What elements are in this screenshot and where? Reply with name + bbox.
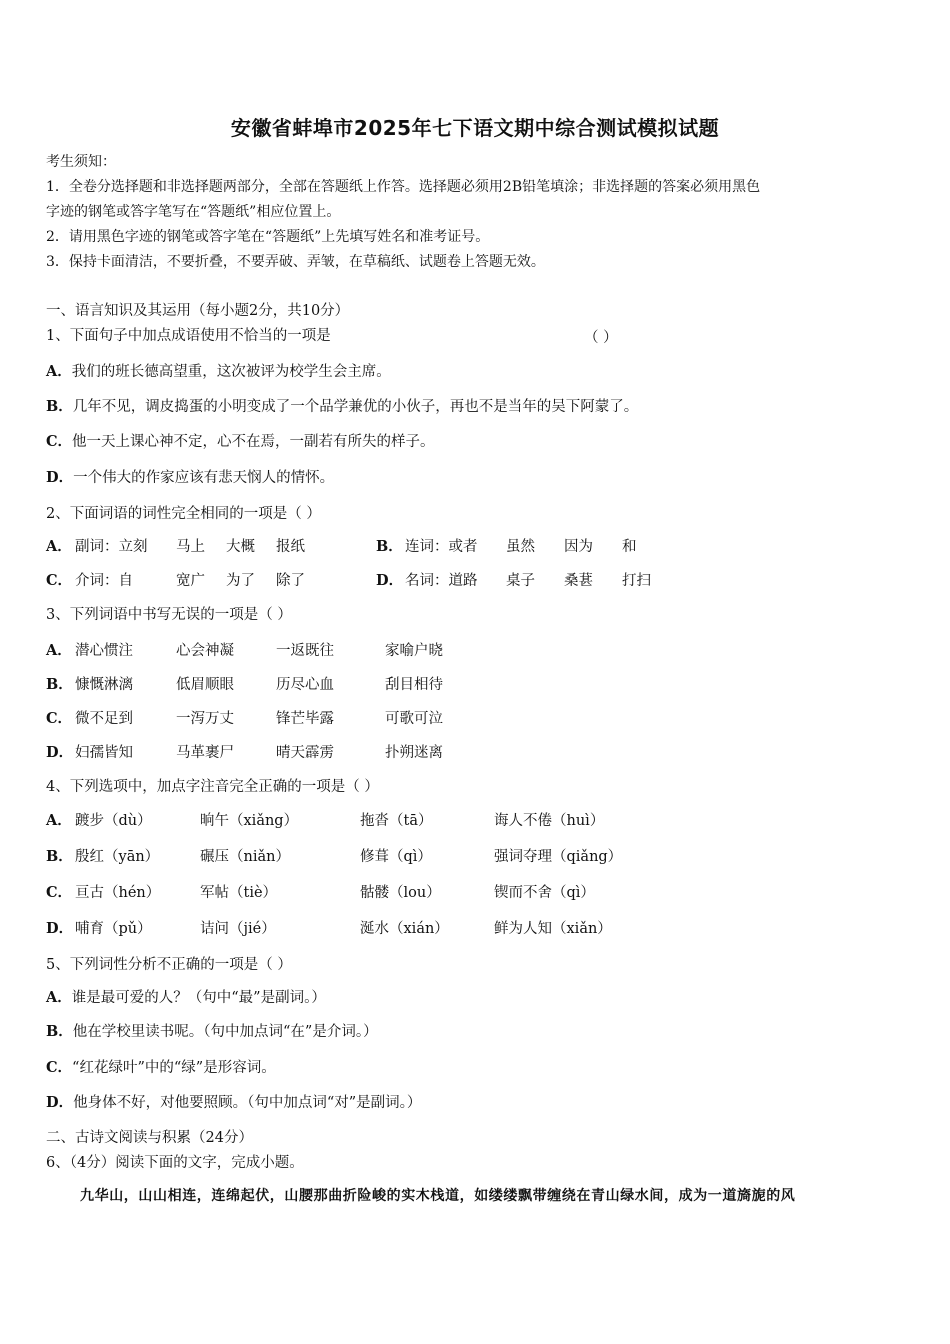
q4-option-b-word: 强词夺理（qiǎng） bbox=[494, 849, 623, 865]
q5-option-a bbox=[46, 988, 326, 1008]
q3-option-c-word: 可歌可泣 bbox=[385, 711, 443, 727]
q4-option-a-word: 诲人不倦（huì） bbox=[494, 813, 605, 829]
option-letter: D． bbox=[46, 469, 74, 486]
q2-option-a-word: 副词：立刻 bbox=[75, 539, 148, 555]
q2-option-c-word: 介词：自 bbox=[75, 573, 133, 589]
option-text: 他身体不好，对他要照顾。（句中加点词“对”是副词。） bbox=[73, 1095, 422, 1111]
q2-option-d-letter: D． bbox=[376, 572, 404, 589]
section1-heading: 一、语言知识及其运用（每小题2分，共10分） bbox=[46, 303, 350, 319]
q4-option-c-word: 亘古（hén） bbox=[75, 885, 161, 901]
q3-stem: 3、下列词语中书写无误的一项是（ ） bbox=[46, 607, 292, 623]
q2-option-a-word: 马上 bbox=[176, 539, 205, 555]
q4-option-d-word: 涎水（xián） bbox=[360, 921, 449, 937]
q5-stem: 5、下列词性分析不正确的一项是（ ） bbox=[46, 957, 292, 973]
q5-option-c bbox=[46, 1058, 276, 1078]
q3-option-b-word: 低眉顺眼 bbox=[176, 677, 234, 693]
q3-option-c-letter: C． bbox=[46, 710, 73, 727]
q1-option-a bbox=[46, 362, 391, 382]
q4-option-a-word: 晌午（xiǎng） bbox=[200, 813, 299, 829]
q3-option-d-word: 扑朔迷离 bbox=[385, 745, 443, 761]
q3-option-a-word: 一返既往 bbox=[276, 643, 334, 659]
q3-option-b-letter: B． bbox=[46, 676, 73, 693]
q4-option-c-letter: C． bbox=[46, 884, 73, 901]
q2-option-b-word: 和 bbox=[622, 539, 637, 555]
q5-option-b bbox=[46, 1022, 378, 1042]
q4-stem: 4、下列选项中，加点字注音完全正确的一项是（ ） bbox=[46, 779, 379, 795]
q4-option-c-word: 军帖（tiè） bbox=[200, 885, 278, 901]
q4-option-d-word: 鲜为人知（xiǎn） bbox=[494, 921, 612, 937]
q2-option-d-word: 桑葚 bbox=[564, 573, 593, 589]
q4-option-c-word: 骷髅（lou） bbox=[360, 885, 441, 901]
option-text: 他一天上课心神不定，心不在焉，一副若有所失的样子。 bbox=[72, 434, 435, 450]
q3-option-b-word: 慷慨淋漓 bbox=[75, 677, 133, 693]
q2-option-b-word: 连词：或者 bbox=[405, 539, 478, 555]
q3-option-b-word: 刮目相待 bbox=[385, 677, 443, 693]
option-text: “红花绿叶”中的“绿”是形容词。 bbox=[72, 1060, 276, 1076]
q2-stem: 2、下面词语的词性完全相同的一项是（ ） bbox=[46, 506, 321, 522]
q3-option-a-word: 家喻户晓 bbox=[385, 643, 443, 659]
notice-heading: 考生须知： bbox=[46, 154, 116, 170]
notice-item-2: 2．请用黑色字迹的钢笔或答字笔在“答题纸”上先填写姓名和准考证号。 bbox=[46, 229, 490, 245]
q4-option-d-word: 哺育（pǔ） bbox=[75, 921, 152, 937]
q2-option-a-word: 大概 bbox=[226, 539, 255, 555]
q2-option-d-word: 名词：道路 bbox=[405, 573, 478, 589]
q2-option-d-word: 打扫 bbox=[622, 573, 651, 589]
q3-option-d-word: 马革裹尸 bbox=[176, 745, 234, 761]
q3-option-c-word: 微不足到 bbox=[75, 711, 133, 727]
q2-option-d-word: 桌子 bbox=[506, 573, 535, 589]
q2-option-a-letter: A． bbox=[46, 538, 72, 555]
q2-option-b-word: 虽然 bbox=[506, 539, 535, 555]
option-text: 我们的班长德高望重，这次被评为校学生会主席。 bbox=[71, 364, 391, 380]
option-letter: C． bbox=[46, 1059, 73, 1076]
q2-option-c-word: 宽广 bbox=[176, 573, 205, 589]
q2-option-c-word: 为了 bbox=[226, 573, 255, 589]
q2-option-b-word: 因为 bbox=[564, 539, 593, 555]
option-letter: A． bbox=[46, 989, 72, 1006]
option-text: 几年不见，调皮捣蛋的小明变成了一个品学兼优的小伙子，再也不是当年的吴下阿蒙了。 bbox=[72, 399, 639, 415]
q2-option-a-word: 报纸 bbox=[276, 539, 305, 555]
q4-option-d-letter: D． bbox=[46, 920, 74, 937]
q4-option-b-word: 修葺（qì） bbox=[360, 849, 432, 865]
option-text: 一个伟大的作家应该有悲天悯人的情怀。 bbox=[73, 470, 335, 486]
notice-item-1: 1．全卷分选择题和非选择题两部分，全部在答题纸上作答。选择题必须用2B铅笔填涂；非选择题的答案必须用黑色 bbox=[46, 179, 761, 195]
option-text: 他在学校里读书呢。（句中加点词“在”是介词。） bbox=[72, 1024, 378, 1040]
q2-option-b-letter: B． bbox=[376, 538, 403, 555]
notice-item-1-cont: 字迹的钢笔或答字笔写在“答题纸”相应位置上。 bbox=[46, 204, 341, 220]
q4-option-b-word: 殷红（yān） bbox=[75, 849, 160, 865]
q6-stem: 6、（4分）阅读下面的文字，完成小题。 bbox=[46, 1155, 304, 1171]
section2-heading: 二、古诗文阅读与积累（24分） bbox=[46, 1130, 253, 1146]
notice-item-3: 3．保持卡面清洁，不要折叠，不要弄破、弄皱，在草稿纸、试题卷上答题无效。 bbox=[46, 254, 545, 270]
q1-stem: 1、下面句子中加点成语使用不恰当的一项是 bbox=[46, 328, 331, 344]
q3-option-a-word: 潜心惯注 bbox=[75, 643, 133, 659]
option-letter: D． bbox=[46, 1094, 74, 1111]
q3-option-a-word: 心会神凝 bbox=[176, 643, 234, 659]
q4-option-a-word: 拖沓（tā） bbox=[360, 813, 433, 829]
q1-option-b bbox=[46, 397, 638, 417]
q3-option-c-word: 一泻万丈 bbox=[176, 711, 234, 727]
q2-option-c-letter: C． bbox=[46, 572, 73, 589]
q5-option-d bbox=[46, 1093, 421, 1113]
exam-title: 安徽省蚌埠市2025年七下语文期中综合测试模拟试题 bbox=[230, 116, 720, 140]
q3-option-b-word: 历尽心血 bbox=[276, 677, 334, 693]
q4-option-a-letter: A． bbox=[46, 812, 72, 829]
q3-option-d-word: 妇孺皆知 bbox=[75, 745, 133, 761]
q2-option-c-word: 除了 bbox=[276, 573, 305, 589]
q3-option-d-word: 晴天霹雳 bbox=[276, 745, 334, 761]
q1-option-d bbox=[46, 468, 334, 488]
q1-option-c bbox=[46, 432, 435, 452]
option-text: 谁是最可爱的人？（句中“最”是副词。） bbox=[71, 990, 326, 1006]
q4-option-b-word: 碾压（niǎn） bbox=[200, 849, 290, 865]
q4-option-d-word: 诘问（jié） bbox=[200, 921, 276, 937]
option-letter: B． bbox=[46, 398, 73, 415]
q4-option-a-word: 踱步（dù） bbox=[75, 813, 152, 829]
q4-option-b-letter: B． bbox=[46, 848, 73, 865]
option-letter: B． bbox=[46, 1023, 73, 1040]
q3-option-d-letter: D． bbox=[46, 744, 74, 761]
q3-option-a-letter: A． bbox=[46, 642, 72, 659]
q3-option-c-word: 锋芒毕露 bbox=[276, 711, 334, 727]
q6-passage: 九华山，山山相连，连绵起伏，山腰那曲折险峻的实木栈道，如缕缕飘带缠绕在青山绿水间，成为一道旖旎的风 bbox=[80, 1188, 796, 1204]
option-letter: A． bbox=[46, 363, 72, 380]
q1-answer-paren: （ ） bbox=[584, 330, 618, 346]
q4-option-c-word: 锲而不舍（qì） bbox=[494, 885, 595, 901]
option-letter: C． bbox=[46, 433, 73, 450]
